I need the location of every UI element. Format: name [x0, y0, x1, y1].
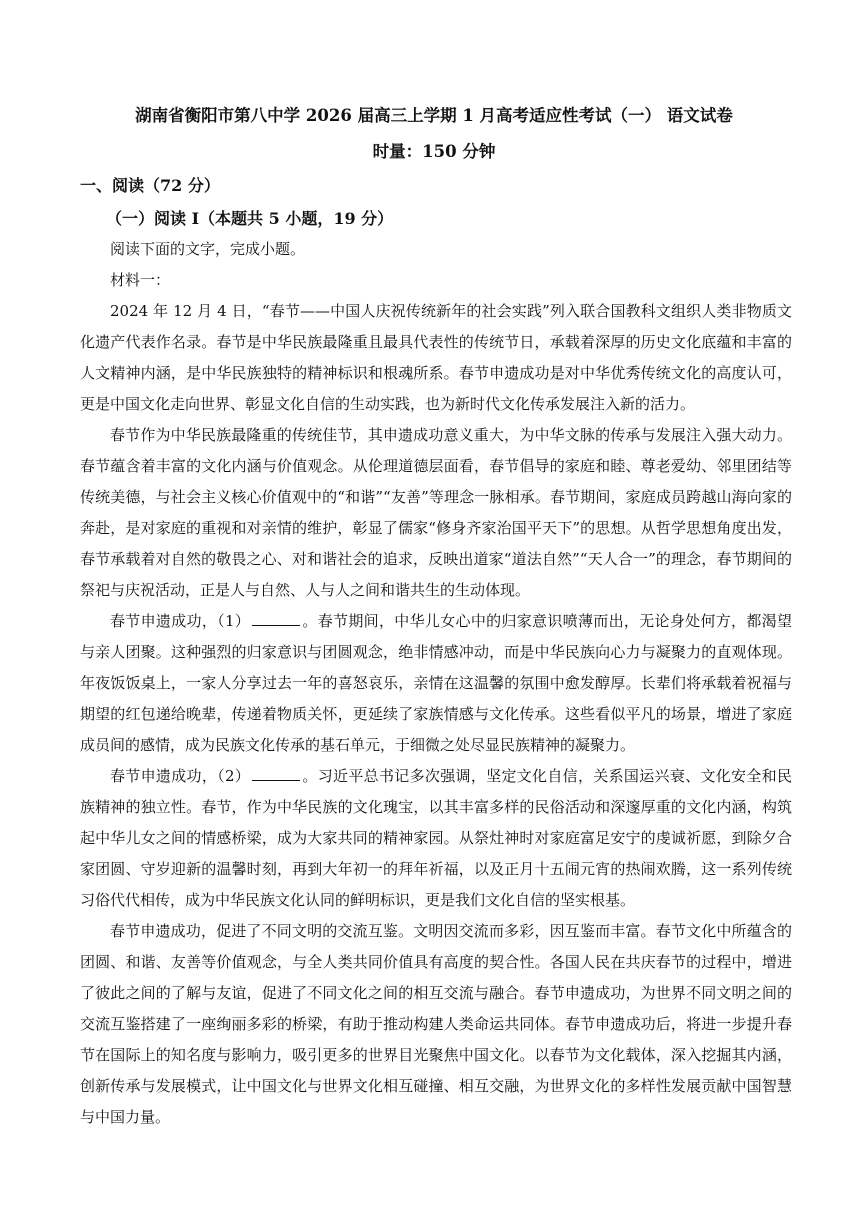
paragraph-3	[80, 606, 792, 761]
answer-blank-1[interactable]	[252, 610, 300, 626]
material-label: 材料一：	[110, 271, 171, 289]
answer-blank-2[interactable]	[252, 765, 300, 781]
paragraph-3-lead: 春节申遗成功，（1）	[110, 612, 251, 630]
exam-title: 湖南省衡阳市第八中学 2026 届高三上学期 1 月高考适应性考试（一） 语文试卷	[135, 106, 733, 125]
paragraph-4	[80, 761, 792, 916]
paragraph-4-lead: 春节申遗成功，（2）	[110, 767, 251, 785]
paragraph-1: 2024 年 12 月 4 日，“春节——中国人庆祝传统新年的社会实践”列入联合国教科文组织人类非物质文化遗产代表作名录。春节是中华民族最隆重且最具代表性的传统节日，承载着深厚的历史文化底蕴和丰富的人文精神内涵，是中华民族独特的精神标识和根魂所系。春节申遗成功是对中华优秀传统文化的高度认可，更是中国文化走向世界、彰显文化自信的生动实践，也为新时代文化传承发展注入新的活力。	[80, 302, 792, 413]
section-heading: 一、阅读（72 分）	[80, 176, 220, 195]
subsection-heading: （一）阅读 I（本题共 5 小题，19 分）	[106, 209, 394, 228]
paragraph-3-rest: 。春节期间，中华儿女心中的归家意识喷薄而出，无论身处何方，都渴望与亲人团聚。这种强烈的归家意识与团圆观念，绝非情感冲动，而是中华民族向心力与凝聚力的直观体现。年夜饭饭桌上，一家人分享过去一年的喜怒哀乐，亲情在这温馨的氛围中愈发醇厚。长辈们将承载着祝福与期望的红包递给晚辈，传递着物质关怀，更延续了家族情感与文化传承。这些看似平凡的场景，增进了家庭成员间的感情，成为民族文化传承的基石单元，于细微之处尽显民族精神的凝聚力。	[80, 612, 792, 754]
reading-content	[80, 234, 792, 1133]
paragraph-2: 春节作为中华民族最隆重的传统佳节，其申遗成功意义重大，为中华文脉的传承与发展注入强大动力。春节蕴含着丰富的文化内涵与价值观念。从伦理道德层面看，春节倡导的家庭和睦、尊老爱幼、邻里团结等传统美德，与社会主义核心价值观中的“和谐”“友善”等理念一脉相承。春节期间，家庭成员跨越山海向家的奔赴，是对家庭的重视和对亲情的维护，彰显了儒家“修身齐家治国平天下”的思想。从哲学思想角度出发，春节承载着对自然的敬畏之心、对和谐社会的追求，反映出道家“道法自然”“天人合一”的理念，春节期间的祭祀与庆祝活动，正是人与自然、人与人之间和谐共生的生动体现。	[80, 426, 792, 599]
instruction-text: 阅读下面的文字，完成小题。	[110, 240, 306, 258]
paragraph-4-rest: 。习近平总书记多次强调，坚定文化自信，关系国运兴衰、文化安全和民族精神的独立性。春节，作为中华民族的文化瑰宝，以其丰富多样的民俗活动和深邃厚重的文化内涵，构筑起中华儿女之间的情感桥梁，成为大家共同的精神家园。从祭灶神时对家庭富足安宁的虔诚祈愿，到除夕合家团圆、守岁迎新的温馨时刻，再到大年初一的拜年祈福，以及正月十五闹元宵的热闹欢腾，这一系列传统习俗代代相传，成为中华民族文化认同的鲜明标识，更是我们文化自信的坚实根基。	[80, 767, 792, 909]
paragraph-5: 春节申遗成功，促进了不同文明的交流互鉴。文明因交流而多彩，因互鉴而丰富。春节文化中所蕴含的团圆、和谐、友善等价值观念，与全人类共同价值具有高度的契合性。各国人民在共庆春节的过程中，增进了彼此之间的了解与友谊，促进了不同文化之间的相互交流与融合。春节申遗成功，为世界不同文明之间的交流互鉴搭建了一座绚丽多彩的桥梁，有助于推动构建人类命运共同体。春节申遗成功后，将进一步提升春节在国际上的知名度与影响力，吸引更多的世界目光聚焦中国文化。以春节为文化载体，深入挖掘其内涵，创新传承与发展模式，让中国文化与世界文化相互碰撞、相互交融，为世界文化的多样性发展贡献中国智慧与中国力量。	[80, 922, 792, 1126]
exam-duration: 时量：150 分钟	[372, 142, 496, 161]
